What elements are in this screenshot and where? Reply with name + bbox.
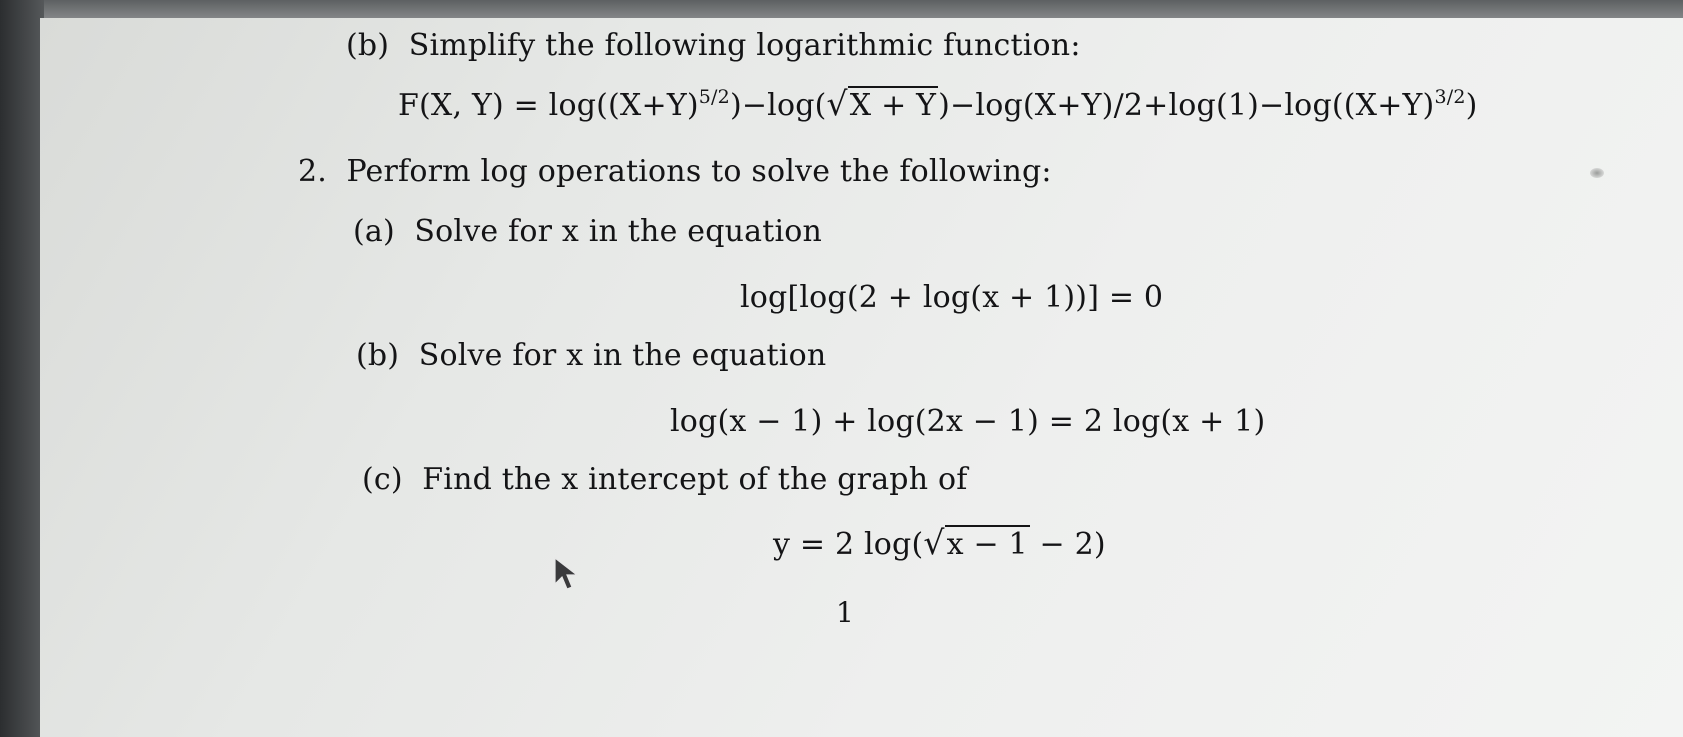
formula-lhs: F(X, Y) = log((X+Y) (398, 88, 699, 123)
formula-exp1: 5/2 (698, 86, 730, 108)
part-a-text: Solve for x in the equation (414, 214, 823, 249)
monitor-bezel-left (0, 0, 44, 737)
item-b-label: (b) (346, 28, 390, 63)
part-a-heading (353, 214, 822, 249)
part-c-sqrt: √x − 1 (923, 523, 1028, 562)
problem2-text: Perform log operations to solve the following: (346, 154, 1052, 189)
problem2-number: 2. (298, 154, 328, 189)
part-c-equation (773, 523, 1106, 562)
part-a-equation: log[log(2 + log(x + 1))] = 0 (740, 280, 1164, 315)
part-b-text: Solve for x in the equation (418, 338, 827, 373)
formula-mid1: )−log( (729, 88, 827, 123)
formula-sqrt: √X + Y (826, 84, 937, 123)
part-b-label: (b) (356, 338, 400, 373)
item-b-text: Simplify the following logarithmic function: (408, 28, 1081, 63)
document-page (40, 18, 1683, 737)
mouse-cursor-icon (553, 556, 583, 592)
part-c-radicand: x − 1 (946, 527, 1028, 562)
problem2-heading (298, 154, 1052, 189)
item-b-heading (346, 28, 1081, 63)
formula-exp2: 3/2 (1434, 86, 1466, 108)
part-c-label: (c) (362, 462, 403, 497)
part-b-heading (356, 338, 826, 373)
part-c-text: Find the x intercept of the graph of (422, 462, 968, 497)
formula-f (398, 84, 1478, 123)
formula-end: ) (1465, 88, 1478, 123)
part-a-label: (a) (353, 214, 395, 249)
screen-smudge (1590, 168, 1604, 178)
part-c-heading (362, 462, 968, 497)
formula-radicand: X + Y (849, 88, 937, 123)
part-b-equation: log(x − 1) + log(2x − 1) = 2 log(x + 1) (670, 404, 1266, 439)
page-number: 1 (836, 596, 854, 629)
part-c-eq-post: − 2) (1029, 527, 1106, 562)
formula-mid2: )−log(X+Y)/2+log(1)−log((X+Y) (938, 88, 1435, 123)
part-c-eq-pre: y = 2 log( (773, 527, 924, 562)
